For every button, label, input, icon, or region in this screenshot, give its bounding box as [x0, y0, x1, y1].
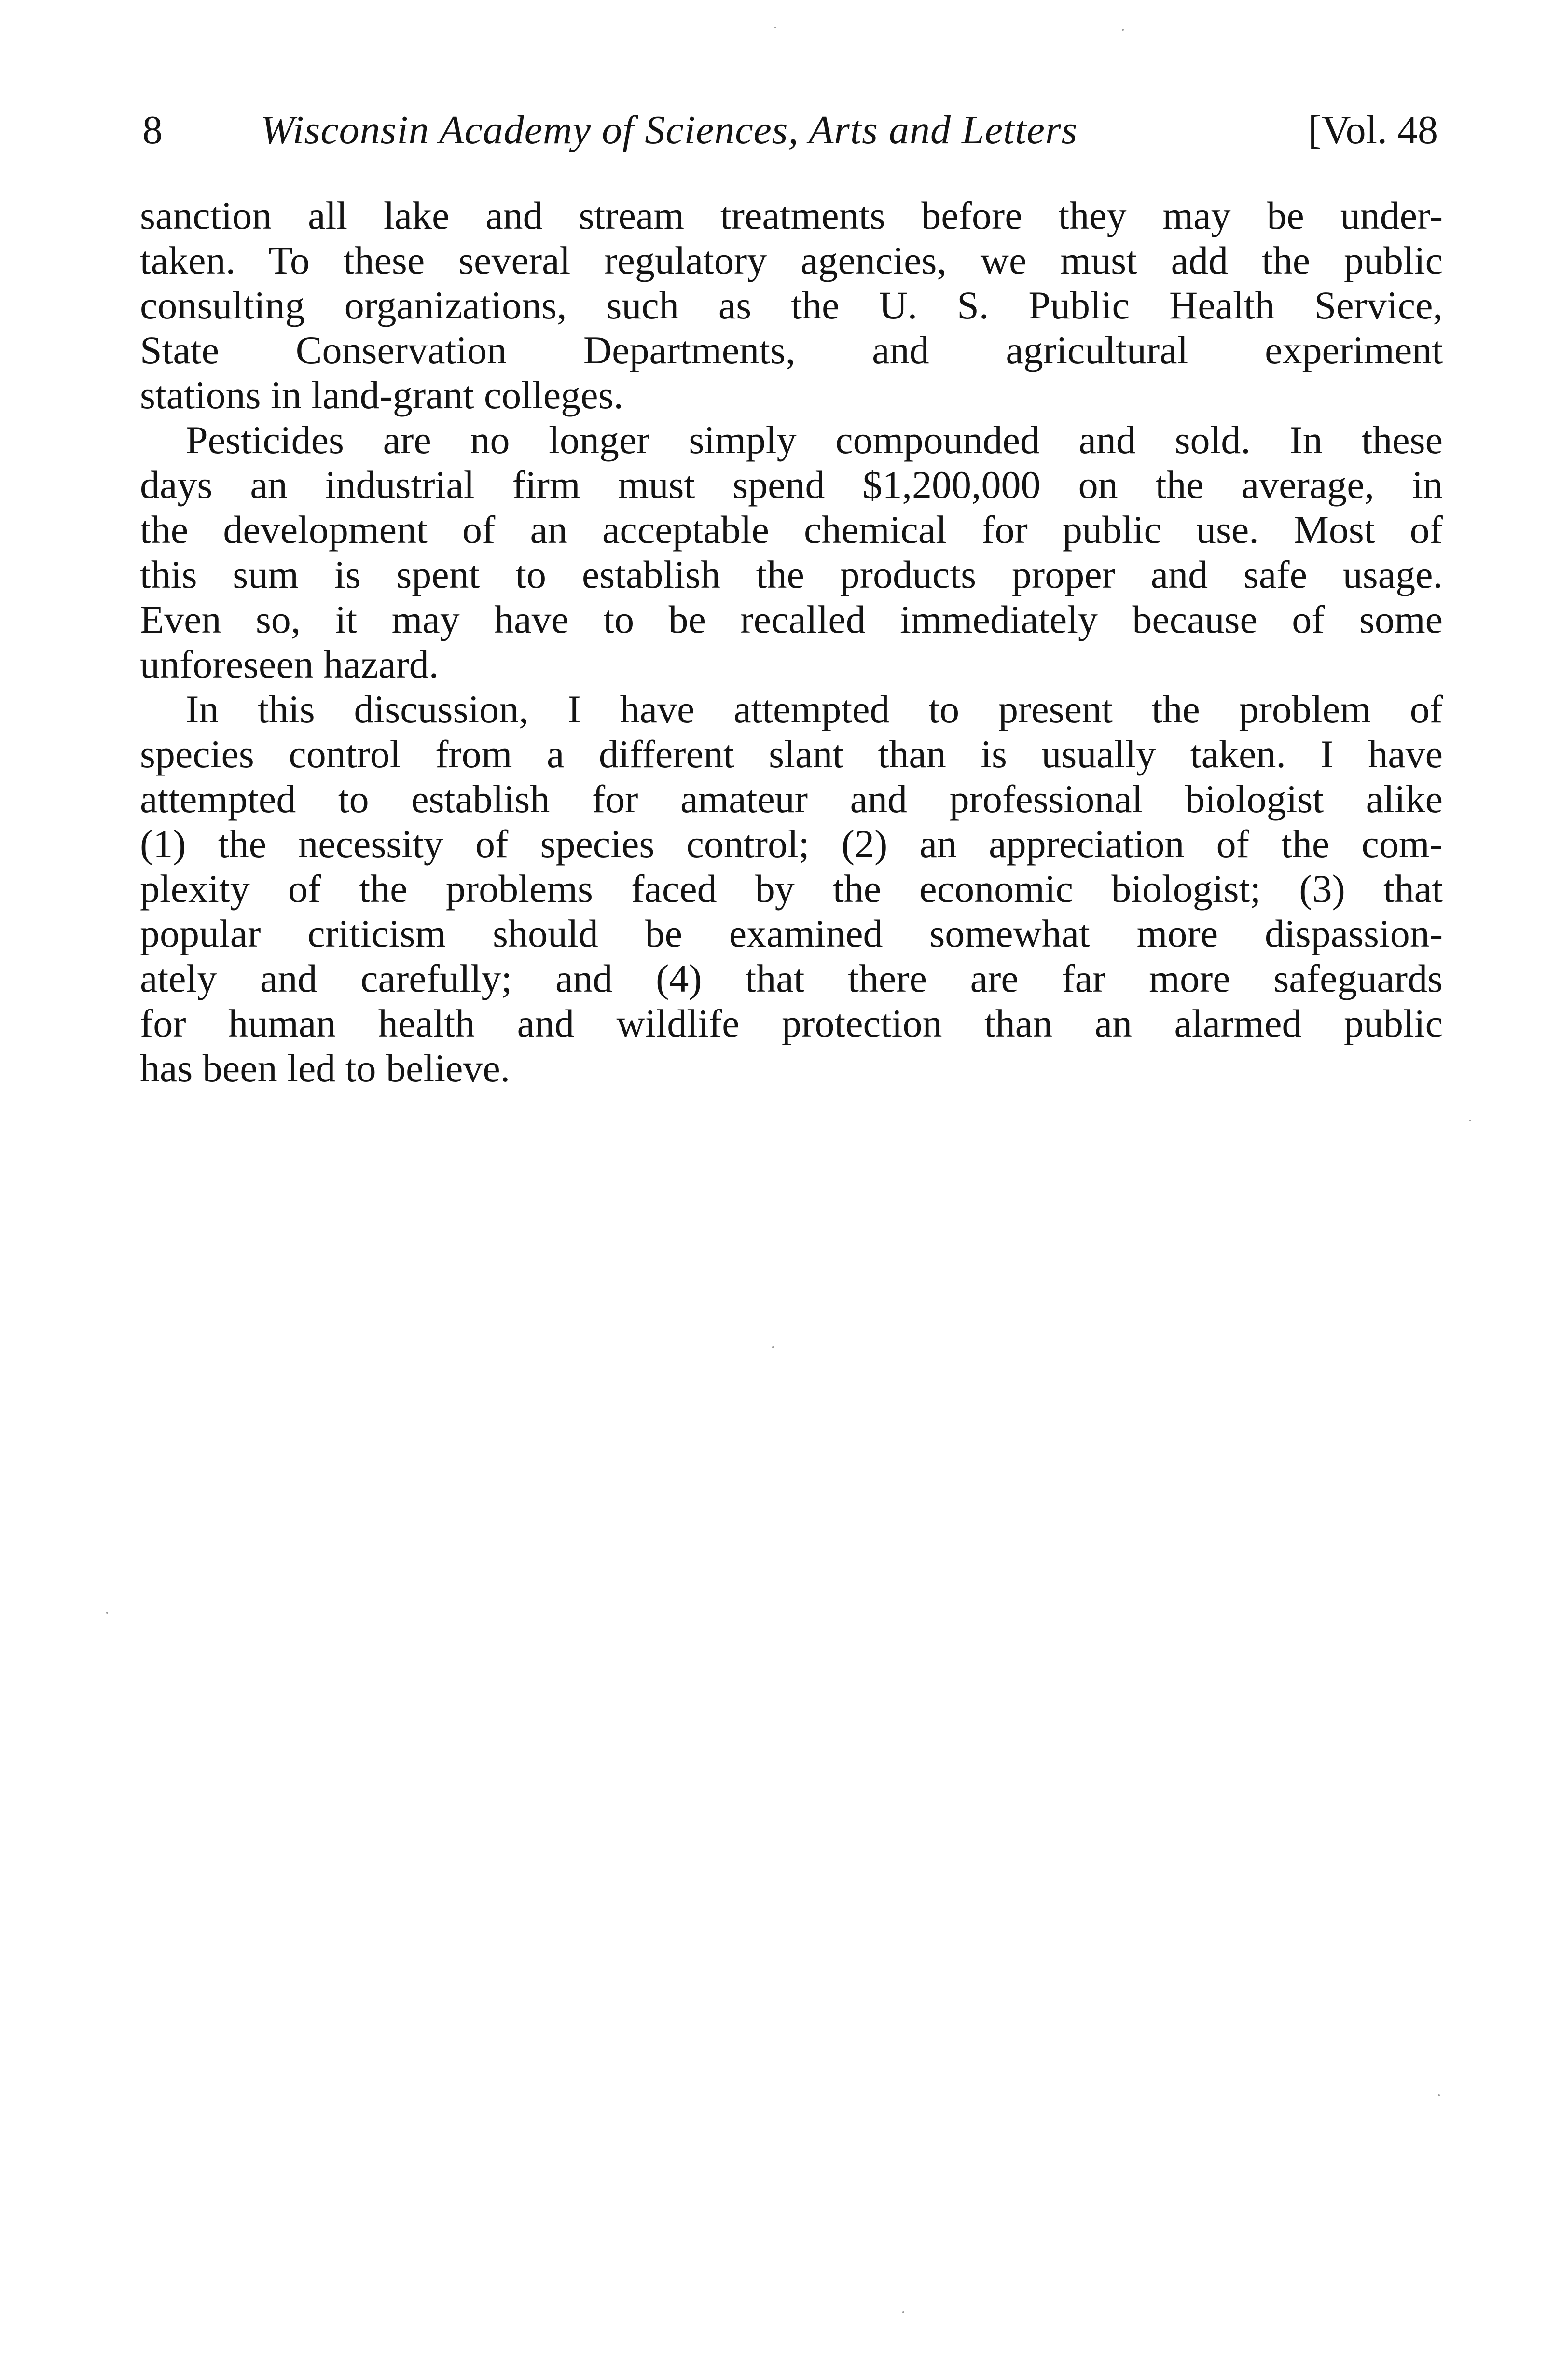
scan-speck [772, 1346, 774, 1348]
journal-title: Wisconsin Academy of Sciences, Arts and Letters [261, 108, 1078, 152]
text-line: days an industrial firm must spend $1,200,000 on the average, in [140, 463, 1443, 507]
text-line: sanction all lake and stream treatments before they may be under- [140, 194, 1443, 237]
text-line: popular criticism should be examined somewhat more dispassion- [140, 912, 1443, 955]
text-line: Even so, it may have to be recalled immediately because of some [140, 597, 1443, 641]
scan-speck [1469, 1120, 1471, 1121]
text-line: stations in land-grant colleges. [140, 373, 623, 417]
volume-label: [Vol. 48 [1308, 108, 1438, 152]
page-number: 8 [142, 108, 163, 152]
scan-speck [774, 27, 776, 28]
text-line: taken. To these several regulatory agencies, we must add the public [140, 238, 1443, 282]
scan-speck [106, 1612, 108, 1614]
text-line: State Conservation Departments, and agricultural experiment [140, 328, 1443, 372]
body-text [140, 193, 1443, 1091]
text-line: Pesticides are no longer simply compounded and sold. In these [186, 418, 1443, 462]
text-line: for human health and wildlife protection than an alarmed public [140, 1001, 1443, 1045]
text-line: In this discussion, I have attempted to present the problem of [186, 687, 1443, 731]
scan-speck [1438, 2094, 1440, 2096]
text-line: species control from a different slant than is usually taken. I have [140, 732, 1443, 776]
scan-speck [902, 2311, 904, 2313]
text-line: ately and carefully; and (4) that there are far more safeguards [140, 956, 1443, 1000]
text-line: this sum is spent to establish the products proper and safe usage. [140, 553, 1443, 596]
text-line: has been led to believe. [140, 1046, 511, 1090]
scan-speck [1122, 29, 1124, 31]
text-line: unforeseen hazard. [140, 642, 439, 686]
text-line: attempted to establish for amateur and professional biologist alike [140, 777, 1443, 821]
text-line: the development of an acceptable chemical for public use. Most of [140, 508, 1443, 552]
text-line: plexity of the problems faced by the economic biologist; (3) that [140, 867, 1443, 911]
text-line: (1) the necessity of species control; (2) an appreciation of the com- [140, 822, 1443, 866]
running-head [142, 101, 1438, 159]
text-line: consulting organizations, such as the U. S. Public Health Service, [140, 283, 1443, 327]
